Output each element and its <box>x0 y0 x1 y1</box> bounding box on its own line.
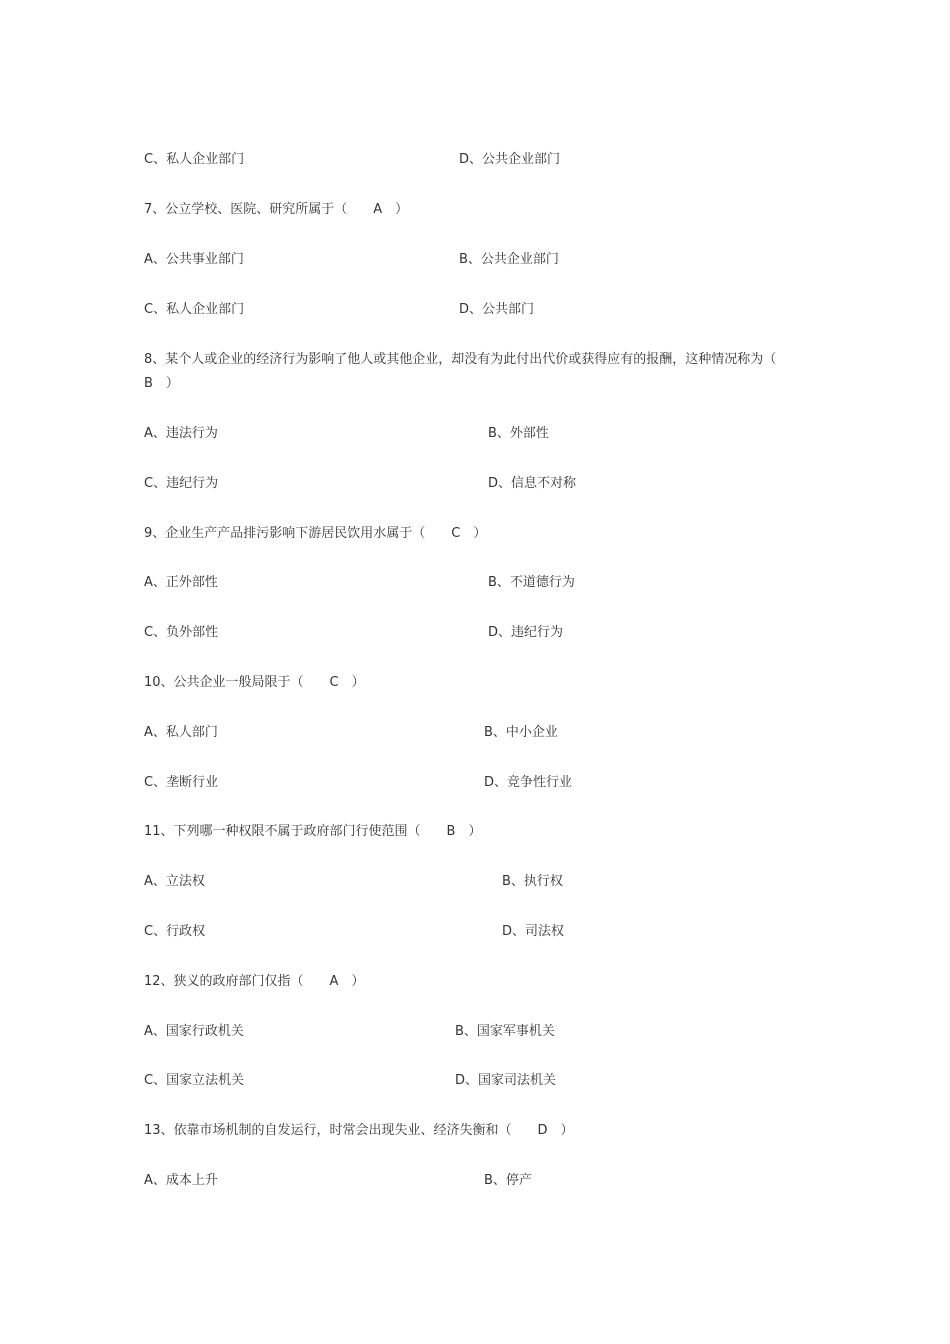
option-b: B、外部性 <box>488 426 549 441</box>
option-c: C、垄断行业 <box>144 775 219 790</box>
option-c: C、私人企业部门 <box>144 152 245 167</box>
option-d: D、公共企业部门 <box>459 152 561 167</box>
option-d: D、信息不对称 <box>488 476 577 491</box>
option-b: B、公共企业部门 <box>459 252 559 267</box>
option-d: D、竞争性行业 <box>484 775 573 790</box>
option-d: D、国家司法机关 <box>455 1073 557 1088</box>
option-d: D、违纪行为 <box>488 625 564 640</box>
option-a: A、立法权 <box>144 874 205 889</box>
question-11: 11、下列哪一种权限不属于政府部门行使范围（ B ） <box>144 824 482 839</box>
question-12: 12、狭义的政府部门仅指（ A ） <box>144 974 365 989</box>
option-a: A、私人部门 <box>144 725 218 740</box>
option-a: A、正外部性 <box>144 575 218 590</box>
option-b: B、中小企业 <box>484 725 558 740</box>
question-13: 13、依靠市场机制的自发运行，时常会出现失业、经济失衡和（ D ） <box>144 1123 574 1138</box>
option-d: D、公共部门 <box>459 302 535 317</box>
question-7: 7、公立学校、医院、研究所属于（ A ） <box>144 202 409 217</box>
option-a: A、成本上升 <box>144 1173 218 1188</box>
option-c: C、负外部性 <box>144 625 219 640</box>
option-b: B、执行权 <box>502 874 563 889</box>
option-row <box>144 148 244 172</box>
option-c: C、违纪行为 <box>144 476 219 491</box>
question-10: 10、公共企业一般局限于（ C ） <box>144 675 365 690</box>
option-c: C、国家立法机关 <box>144 1073 245 1088</box>
option-b: B、不道德行为 <box>488 575 575 590</box>
question-9: 9、企业生产产品排污影响下游居民饮用水属于（ C ） <box>144 526 487 541</box>
option-b: B、国家军事机关 <box>455 1024 555 1039</box>
option-c: C、行政权 <box>144 924 206 939</box>
option-a: A、违法行为 <box>144 426 218 441</box>
option-a: A、国家行政机关 <box>144 1024 244 1039</box>
question-8: 8、某个人或企业的经济行为影响了他人或其他企业，却没有为此付出代价或获得应有的报酬，这种情况称为（ B ） <box>144 352 803 391</box>
option-a: A、公共事业部门 <box>144 252 244 267</box>
option-c: C、私人企业部门 <box>144 302 245 317</box>
option-d: D、司法权 <box>502 924 565 939</box>
option-b: B、停产 <box>484 1173 532 1188</box>
